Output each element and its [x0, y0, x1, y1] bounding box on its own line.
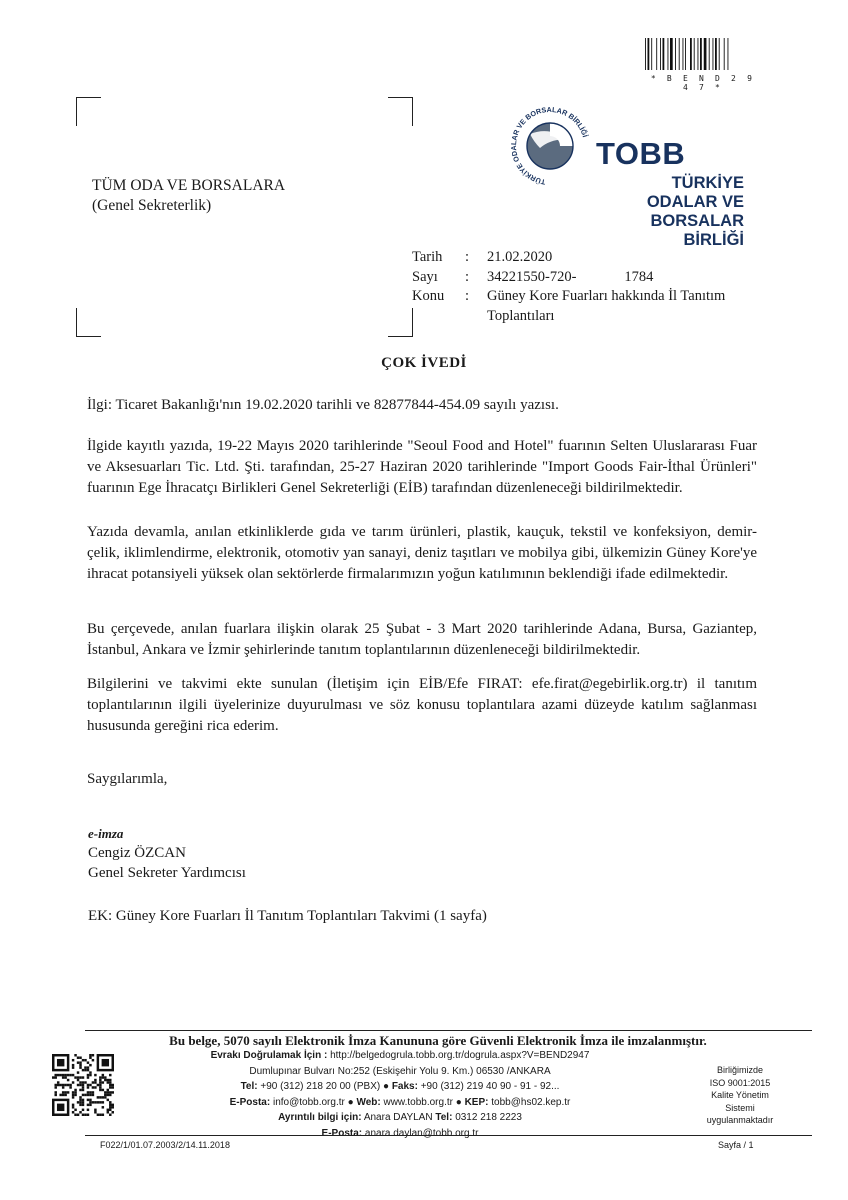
footer-online-row: [150, 1095, 650, 1111]
signatory: [88, 843, 246, 883]
e-signature-mark: e-imza: [88, 826, 124, 841]
date-value: 21.02.2020: [487, 249, 553, 265]
footer-phone-row: [150, 1079, 650, 1095]
footer-legal-notice: Bu belge, 5070 sayılı Elektronik İmza Kanununa göre Güvenli Elektronik İmza ile imzalanmıştır.: [169, 1033, 707, 1048]
body-paragraph-3: Bu çerçevede, anılan fuarlara ilişkin olarak 25 Şubat - 3 Mart 2020 tarihlerinde Adana, Bursa, Gaziantep, İstanbul, Ankara ve İzmir şehirlerinde tanıtım toplantılarının düzenleneceği bildirilmektedir.: [87, 621, 757, 658]
fax-value: +90 (312) 219 40 90 - 91 - 92...: [420, 1081, 560, 1092]
logo-org-line-3: BİRLİĞİ: [683, 231, 744, 249]
quality-line-3: Kalite Yönetim: [711, 1090, 769, 1100]
number-value: 34221550-720-: [487, 268, 577, 285]
signatory-title: Genel Sekreter Yardımcısı: [88, 865, 246, 881]
attachment-line: EK: Güney Kore Fuarları İl Tanıtım Toplantıları Takvimi (1 sayfa): [88, 908, 487, 924]
subject-value-cont: Toplantıları: [487, 307, 555, 324]
verify-link[interactable]: http://belgedogrula.tobb.org.tr/dogrula.aspx?V=BEND2947: [330, 1050, 590, 1061]
fax-label: Faks:: [391, 1081, 418, 1092]
kep-value: tobb@hs02.kep.tr: [491, 1096, 571, 1108]
bullet-separator: ●: [347, 1096, 354, 1108]
email-link[interactable]: info@tobb.org.tr: [272, 1096, 345, 1108]
verify-label: Evrakı Doğrulamak İçin :: [210, 1050, 328, 1061]
email-label: E-Posta:: [229, 1096, 271, 1108]
footer-detail-row: [150, 1110, 650, 1126]
footer-divider: [85, 1030, 812, 1031]
recipient-line-2: (Genel Sekreterlik): [92, 197, 212, 214]
subject-label: Konu: [412, 288, 445, 304]
footer-verify-row: [150, 1048, 650, 1064]
date-label: Tarih: [412, 249, 443, 265]
page-number: Sayfa / 1: [718, 1140, 754, 1150]
logo-ring-text: TÜRKİYE ODALAR VE BORSALAR BİRLİĞİ: [508, 104, 590, 187]
body-paragraph-4: Bilgilerini ve takvimi ekte sunulan (İletişim için EİB/Efe FIRAT: efe.firat@egebirlik.org.tr) il tanıtım toplantılarının ilgili üyelerinize duyurulması ve söz konusu toplantılara azami düzeyde katılım sağlanması hususunda gereğini rica ederim.: [87, 676, 757, 734]
meta-subject-row: [412, 287, 725, 326]
logo-wordmark: TOBB: [596, 136, 686, 171]
recipient-line-1: TÜM ODA VE BORSALARA: [92, 177, 286, 194]
kep-label: KEP:: [464, 1096, 489, 1108]
subject-value: Güney Kore Fuarları hakkında İl Tanıtım: [487, 288, 726, 304]
logo-organization-name: [556, 174, 744, 250]
number-colon: :: [465, 268, 470, 285]
footer-bottom-divider: [85, 1135, 812, 1136]
detail-label: Ayrıntılı bilgi için:: [278, 1112, 362, 1123]
footer-detail-email-row: [150, 1126, 650, 1142]
footer-contact-info: [150, 1048, 650, 1141]
address-corner-top-right: [388, 97, 413, 126]
number-label: Sayı: [412, 268, 438, 285]
urgency-heading: ÇOK İVEDİ: [381, 355, 467, 371]
bullet-separator: ●: [382, 1081, 390, 1092]
reference-line: İlgi: Ticaret Bakanlığı'nın 19.02.2020 tarihli ve 82877844-454.09 sayılı yazısı.: [87, 397, 559, 413]
detail-email-label: E-Posta:: [321, 1127, 363, 1139]
web-label: Web:: [356, 1096, 381, 1108]
detail-tel-label: Tel:: [435, 1112, 453, 1123]
closing-line: Saygılarımla,: [87, 771, 168, 787]
signatory-name: Cengiz ÖZCAN: [88, 845, 186, 861]
meta-date-row: [412, 248, 725, 268]
address-corner-top-left: [76, 97, 101, 126]
quality-line-5: uygulanmaktadır: [706, 1115, 774, 1125]
recipient: [92, 176, 285, 216]
subject-colon: :: [465, 288, 470, 304]
logo-org-line-2: ODALAR VE BORSALAR: [646, 193, 744, 230]
web-link[interactable]: www.tobb.org.tr: [383, 1096, 453, 1108]
tel-label: Tel:: [240, 1081, 258, 1092]
logo-org-line-1: TÜRKİYE: [671, 174, 744, 192]
qr-code: [52, 1054, 114, 1116]
quality-line-2: ISO 9001:2015: [709, 1077, 771, 1088]
footer-address: Dumlupınar Bulvarı No:252 (Eskişehir Yolu 9. Km.) 06530 /ANKARA: [249, 1065, 551, 1077]
tel-value: +90 (312) 218 20 00 (PBX): [260, 1081, 381, 1092]
detail-email-link[interactable]: anara.daylan@tobb.org.tr: [364, 1127, 479, 1139]
quality-line-4: Sistemi: [725, 1102, 755, 1113]
document-meta: [412, 248, 725, 326]
body-paragraph-2: Yazıda devamla, anılan etkinliklerde gıda ve tarım ürünleri, plastik, kauçuk, tekstil ve konfeksiyon, demir-çelik, iklimlendirme, elektronik, otomotiv yan sanayi, deniz taşıtları ve mobilya gibi, ülkemizin Güney Kore'ye ihracat potansiyeli yüksek olan sektörlerde firmalarımızın yoğun katılımının beklendiği ifade edilmektedir.: [87, 524, 757, 582]
body-paragraph-1: İlgide kayıtlı yazıda, 19-22 Mayıs 2020 tarihlerinde "Seoul Food and Hotel" fuarının Selten Uluslararası Fuar ve Aksesuarları Tic. Ltd. Şti. tarafından, 25-27 Haziran 2020 tarihlerinde "Import Goods Fair-İthal Ürünleri" fuarının Ege İhracatçı Birlikleri Genel Sekreterliği (EİB) tarafından düzenleneceği bildirilmektedir.: [87, 438, 757, 496]
quality-line-1: Birliğimizde: [716, 1065, 763, 1075]
address-corner-bottom-left: [76, 308, 101, 337]
quality-certification-note: [700, 1064, 780, 1127]
detail-tel-value: 0312 218 2223: [455, 1112, 522, 1123]
form-code: F022/1/01.07.2003/2/14.11.2018: [100, 1140, 230, 1150]
date-colon: :: [465, 249, 470, 265]
meta-number-row: [412, 268, 725, 288]
address-corner-bottom-right: [388, 308, 413, 337]
bullet-separator: ●: [455, 1096, 462, 1108]
number-suffix: 1784: [624, 268, 654, 285]
detail-name: Anara DAYLAN: [363, 1112, 433, 1123]
barcode-text: * B E N D 2 9 4 7 *: [650, 74, 756, 92]
